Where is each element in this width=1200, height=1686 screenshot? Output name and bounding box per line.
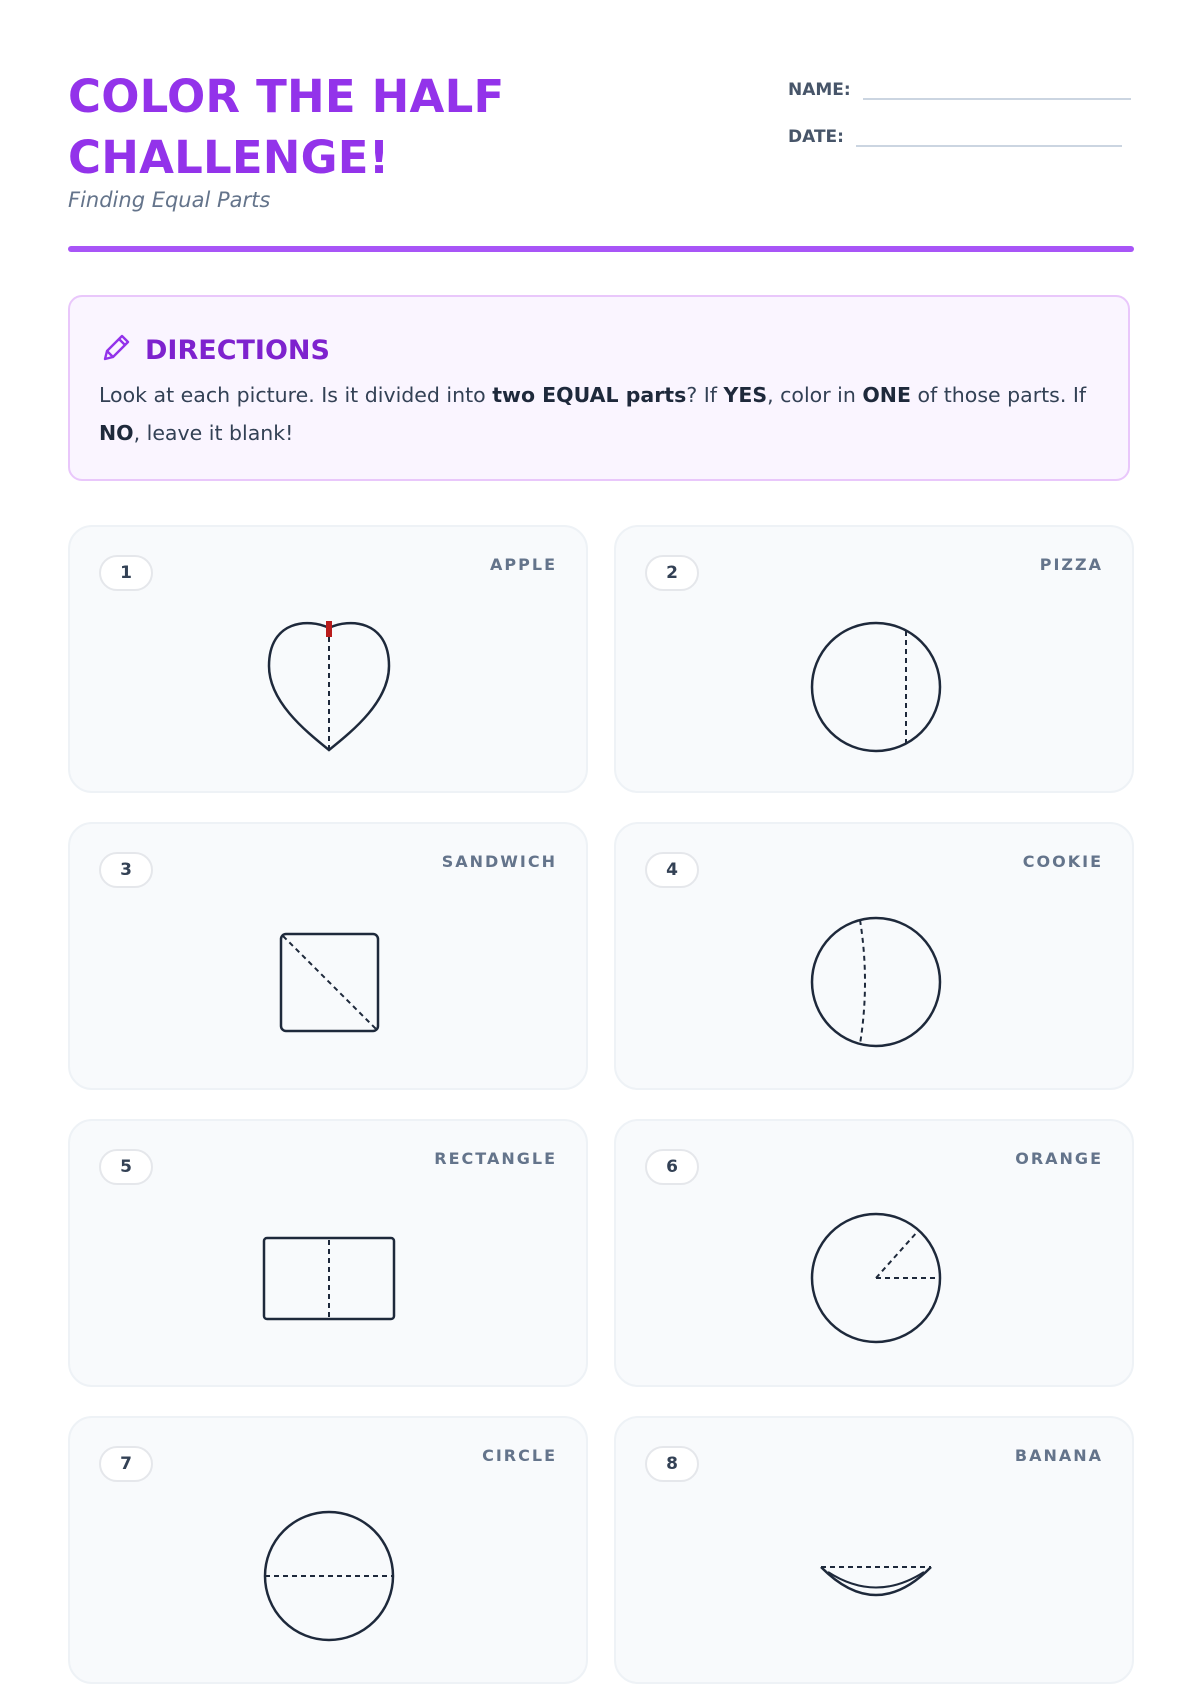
problem-number: 5: [99, 1149, 153, 1185]
sandwich-shape[interactable]: [70, 824, 590, 1092]
problem-card-3: [68, 822, 588, 1090]
name-field: [788, 72, 1131, 100]
problem-number: 4: [645, 852, 699, 888]
worksheet-page: [68, 0, 1134, 1474]
problem-label: ORANGE: [1015, 1149, 1103, 1168]
worksheet-title: COLOR THE HALF CHALLENGE!: [68, 70, 505, 184]
date-input-line[interactable]: [856, 119, 1122, 147]
problem-card-7: [68, 1416, 588, 1684]
date-field: [788, 119, 1122, 147]
problem-card-4: [614, 822, 1134, 1090]
directions-box: [68, 295, 1130, 481]
name-label: NAME:: [788, 80, 851, 100]
problem-label: CIRCLE: [482, 1446, 557, 1465]
problem-label: APPLE: [490, 555, 557, 574]
problem-card-8: [614, 1416, 1134, 1684]
worksheet-header: [68, 0, 1134, 255]
name-input-line[interactable]: [863, 72, 1131, 100]
apple-shape[interactable]: [70, 527, 590, 795]
pencil-icon: [99, 331, 133, 369]
problem-label: SANDWICH: [441, 852, 557, 871]
problem-number: 6: [645, 1149, 699, 1185]
problem-label: COOKIE: [1022, 852, 1103, 871]
problem-card-6: [614, 1119, 1134, 1387]
problem-number: 2: [645, 555, 699, 591]
cookie-shape[interactable]: [616, 824, 1136, 1092]
directions-text: Look at each picture. Is it divided into two EQUAL parts? If YES, color in ONE of those parts. If NO, leave it blank!: [99, 383, 1087, 445]
problem-label: BANANA: [1014, 1446, 1103, 1465]
problem-number: 8: [645, 1446, 699, 1482]
pizza-shape[interactable]: [616, 527, 1136, 795]
problem-card-5: [68, 1119, 588, 1387]
problem-number: 1: [99, 555, 153, 591]
banana-shape[interactable]: [616, 1418, 1136, 1686]
worksheet-subtitle: Finding Equal Parts: [68, 188, 271, 212]
date-label: DATE:: [788, 127, 844, 147]
circle-shape[interactable]: [70, 1418, 590, 1686]
problem-label: RECTANGLE: [434, 1149, 557, 1168]
directions-heading: [99, 331, 330, 369]
problem-card-1: [68, 525, 588, 793]
header-divider: [68, 246, 1134, 252]
problem-card-2: [614, 525, 1134, 793]
directions-title: DIRECTIONS: [145, 334, 330, 366]
problem-number: 3: [99, 852, 153, 888]
orange-shape[interactable]: [616, 1121, 1136, 1389]
problem-number: 7: [99, 1446, 153, 1482]
rectangle-shape[interactable]: [70, 1121, 590, 1389]
problem-label: PIZZA: [1039, 555, 1103, 574]
